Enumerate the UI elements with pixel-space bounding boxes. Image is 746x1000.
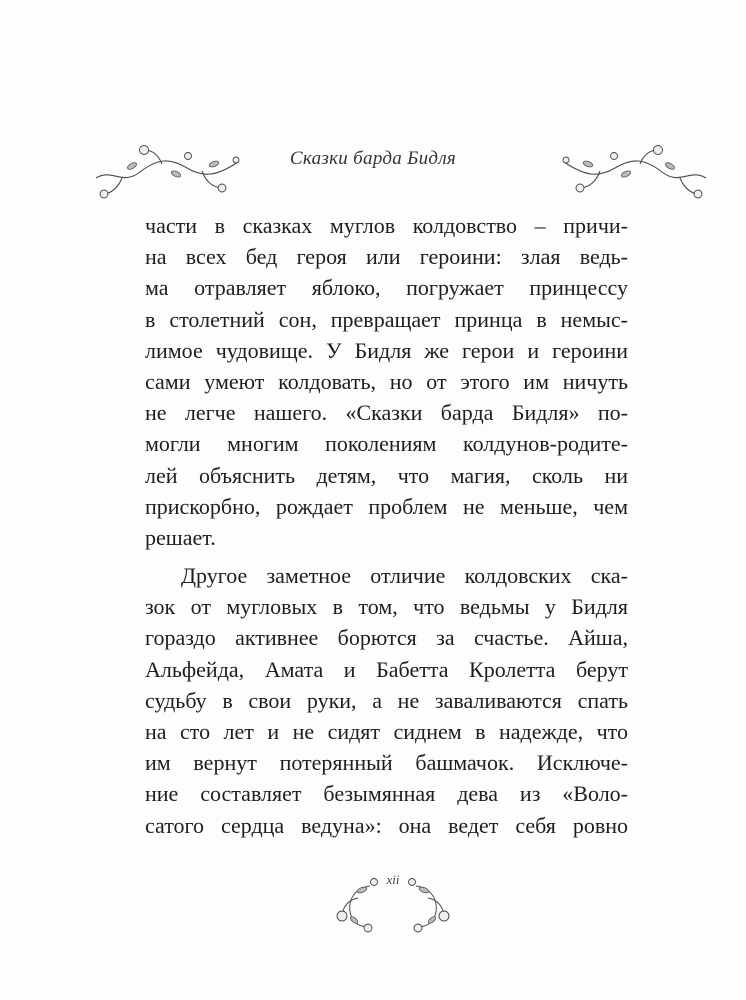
text-line: Альфейда, Амата и Бабетта Кролетта берут — [145, 656, 628, 682]
text-line: лей объяснить детям, что магия, сколь ни — [145, 462, 628, 488]
text-line: решает. — [145, 524, 216, 550]
text-line: им вернут потерянный башмачок. Исключе- — [145, 750, 628, 776]
text-line: могли многим поколениям колдунов-родите- — [145, 431, 628, 457]
text-line: на всех бед героя или героини: злая ведь- — [145, 244, 628, 270]
text-line: Другое заметное отличие колдовских ска- — [181, 563, 628, 589]
text-line: ние составляет безымянная дева из «Воло- — [145, 781, 628, 807]
text-line: в столетний сон, превращает принца в немыс- — [145, 306, 628, 332]
text-line: ма отравляет яблоко, погружает принцессу — [145, 275, 628, 301]
text-line: прискорбно, рождает проблем не меньше, чем — [145, 493, 628, 519]
running-title: Сказки барда Бидля — [289, 148, 457, 169]
running-header — [0, 138, 746, 208]
paragraph — [145, 210, 628, 553]
text-line: судьбу в свои руки, а не заваливаются спать — [145, 687, 628, 713]
page-footer — [318, 868, 468, 938]
text-line: сами умеют колдовать, но от этого им ничуть — [145, 368, 628, 394]
text-line: гораздо активнее борются за счастье. Айша, — [145, 625, 628, 651]
page-body — [145, 210, 628, 841]
text-line: лимое чудовище. У Бидля же герои и героини — [145, 337, 628, 363]
text-line: не легче нашего. «Сказки барда Бидля» по- — [145, 400, 628, 426]
floral-vine-right-ornament — [560, 138, 710, 208]
text-line: сатого сердца ведуна»: она ведет себя ровно — [145, 812, 628, 838]
text-line: зок от мугловых в том, что ведьмы у Бидля — [145, 594, 628, 620]
page-number: xii — [386, 872, 400, 887]
text-line: на сто лет и не сидят сиднем в надежде, что — [145, 719, 628, 744]
paragraph — [145, 560, 628, 841]
text-line: части в сказках муглов колдовство – причи- — [145, 213, 628, 238]
